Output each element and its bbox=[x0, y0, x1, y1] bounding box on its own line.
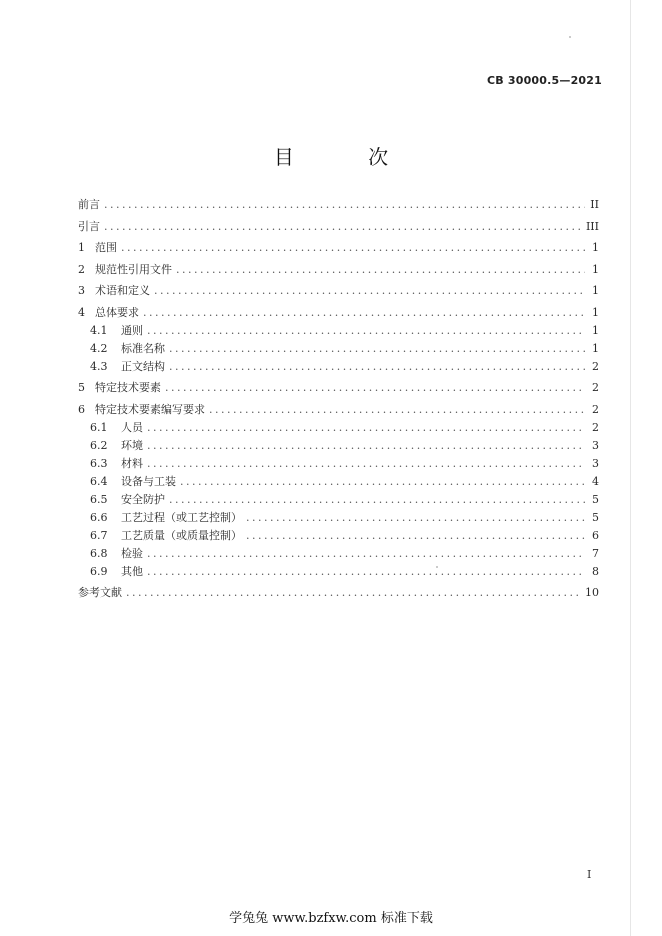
toc-entry-page: 1 bbox=[592, 323, 599, 337]
toc-entry-label: 工艺过程（或工艺控制） bbox=[121, 510, 242, 524]
toc-entry[interactable] bbox=[78, 475, 599, 489]
toc-entry-number: 6.3 bbox=[90, 456, 108, 470]
toc-leader-dots bbox=[104, 220, 582, 234]
page-number: I bbox=[587, 868, 592, 881]
toc-entry-page: 1 bbox=[592, 262, 599, 276]
toc-leader-dots bbox=[176, 263, 585, 277]
toc-entry-label: 人员 bbox=[121, 420, 143, 434]
toc-entry-page: 3 bbox=[592, 456, 599, 470]
toc-leader-dots bbox=[169, 342, 585, 356]
toc-entry-label: 正文结构 bbox=[121, 359, 165, 373]
toc-leader-dots bbox=[147, 457, 585, 471]
table-of-contents bbox=[78, 198, 599, 600]
toc-entry[interactable] bbox=[78, 198, 599, 212]
page-title: 目 次 bbox=[273, 145, 423, 169]
toc-leader-dots bbox=[246, 511, 585, 525]
toc-entry-number: 6 bbox=[78, 402, 85, 416]
toc-entry-number: 6.9 bbox=[90, 564, 108, 578]
toc-entry[interactable] bbox=[78, 421, 599, 435]
toc-entry[interactable] bbox=[78, 306, 599, 320]
toc-entry-number: 4.3 bbox=[90, 359, 108, 373]
toc-entry-page: II bbox=[590, 198, 599, 211]
toc-entry[interactable] bbox=[78, 457, 599, 471]
toc-entry-number: 4 bbox=[78, 305, 85, 319]
toc-leader-dots bbox=[165, 381, 585, 395]
toc-leader-dots bbox=[180, 475, 585, 489]
toc-entry-number: 6.4 bbox=[90, 474, 108, 488]
toc-entry-label: 特定技术要素编写要求 bbox=[95, 402, 205, 416]
toc-leader-dots bbox=[169, 360, 585, 374]
toc-entry[interactable] bbox=[78, 586, 599, 600]
toc-leader-dots bbox=[147, 421, 585, 435]
toc-leader-dots bbox=[147, 565, 585, 579]
toc-entry-label: 其他 bbox=[121, 564, 143, 578]
toc-entry[interactable] bbox=[78, 263, 599, 277]
toc-entry-number: 5 bbox=[78, 381, 85, 394]
toc-entry-page: 5 bbox=[592, 492, 599, 506]
toc-entry-number: 6.1 bbox=[90, 420, 108, 434]
scan-speck bbox=[569, 36, 571, 38]
toc-entry[interactable] bbox=[78, 381, 599, 395]
toc-entry-label: 检验 bbox=[121, 546, 143, 560]
toc-leader-dots bbox=[121, 241, 585, 255]
toc-entry-label: 环境 bbox=[121, 438, 143, 452]
toc-entry-number: 6.7 bbox=[90, 528, 108, 542]
toc-entry-number: 6.8 bbox=[90, 546, 108, 560]
toc-entry-label: 安全防护 bbox=[121, 492, 165, 506]
toc-entry-label: 特定技术要素 bbox=[95, 381, 161, 394]
toc-leader-dots bbox=[209, 403, 585, 417]
toc-entry-label: 范围 bbox=[95, 241, 117, 254]
toc-entry-page: 4 bbox=[592, 474, 599, 488]
toc-entry-page: 1 bbox=[592, 284, 599, 297]
toc-leader-dots bbox=[169, 493, 585, 507]
toc-leader-dots bbox=[154, 284, 585, 298]
toc-entry-number: 2 bbox=[78, 262, 85, 276]
toc-entry-page: 2 bbox=[592, 420, 599, 434]
toc-entry[interactable] bbox=[78, 403, 599, 417]
toc-entry[interactable] bbox=[78, 284, 599, 298]
toc-entry-page: 6 bbox=[592, 528, 599, 542]
toc-entry[interactable] bbox=[78, 342, 599, 356]
toc-entry-label: 总体要求 bbox=[95, 305, 139, 319]
toc-entry[interactable] bbox=[78, 324, 599, 338]
toc-entry-page: 2 bbox=[592, 402, 599, 416]
toc-entry-page: 1 bbox=[592, 241, 599, 254]
toc-leader-dots bbox=[126, 586, 581, 600]
toc-entry-page: 8 bbox=[592, 564, 599, 578]
toc-leader-dots bbox=[147, 324, 585, 338]
toc-leader-dots bbox=[246, 529, 585, 543]
toc-entry-label: 通则 bbox=[121, 323, 143, 337]
toc-entry-label: 参考文献 bbox=[78, 586, 122, 599]
toc-entry[interactable] bbox=[78, 220, 599, 234]
toc-entry-number: 6.2 bbox=[90, 438, 108, 452]
standard-code: CB 30000.5—2021 bbox=[486, 74, 602, 87]
toc-entry-number: 6.6 bbox=[90, 510, 108, 524]
toc-entry[interactable] bbox=[78, 493, 599, 507]
toc-entry-page: 1 bbox=[592, 305, 599, 319]
toc-entry-label: 引言 bbox=[78, 219, 100, 233]
toc-entry-label: 标准名称 bbox=[121, 341, 165, 355]
toc-entry-page: 3 bbox=[592, 438, 599, 452]
toc-entry[interactable] bbox=[78, 439, 599, 453]
toc-entry-page: 5 bbox=[592, 510, 599, 524]
toc-entry-page: 1 bbox=[592, 341, 599, 355]
toc-entry-label: 材料 bbox=[121, 456, 143, 470]
toc-entry[interactable] bbox=[78, 241, 599, 255]
footer-watermark: 学兔兔 www.bzfxw.com 标准下载 bbox=[229, 911, 433, 926]
toc-entry[interactable] bbox=[78, 360, 599, 374]
toc-entry-label: 设备与工装 bbox=[121, 474, 176, 488]
toc-leader-dots bbox=[147, 547, 585, 561]
toc-leader-dots bbox=[147, 439, 585, 453]
toc-entry-label: 规范性引用文件 bbox=[95, 262, 172, 276]
toc-entry-number: 6.5 bbox=[90, 492, 108, 506]
toc-entry-page: 10 bbox=[585, 586, 599, 599]
toc-entry-page: 2 bbox=[592, 381, 599, 394]
toc-entry-page: III bbox=[585, 219, 599, 233]
toc-entry-label: 前言 bbox=[78, 198, 100, 211]
toc-entry-page: 2 bbox=[592, 359, 599, 373]
toc-entry[interactable] bbox=[78, 511, 599, 525]
toc-entry-number: 4.1 bbox=[90, 323, 108, 337]
toc-entry-label: 术语和定义 bbox=[95, 284, 150, 297]
toc-entry-label: 工艺质量（或质量控制） bbox=[121, 528, 242, 542]
toc-leader-dots bbox=[104, 198, 585, 212]
toc-entry[interactable] bbox=[78, 565, 599, 579]
toc-entry-number: 1 bbox=[78, 241, 85, 254]
toc-entry-number: 4.2 bbox=[90, 341, 108, 355]
toc-entry-page: 7 bbox=[592, 546, 599, 560]
toc-entry[interactable] bbox=[78, 547, 599, 561]
toc-entry-number: 3 bbox=[78, 284, 85, 297]
toc-entry[interactable] bbox=[78, 529, 599, 543]
toc-leader-dots bbox=[143, 306, 585, 320]
